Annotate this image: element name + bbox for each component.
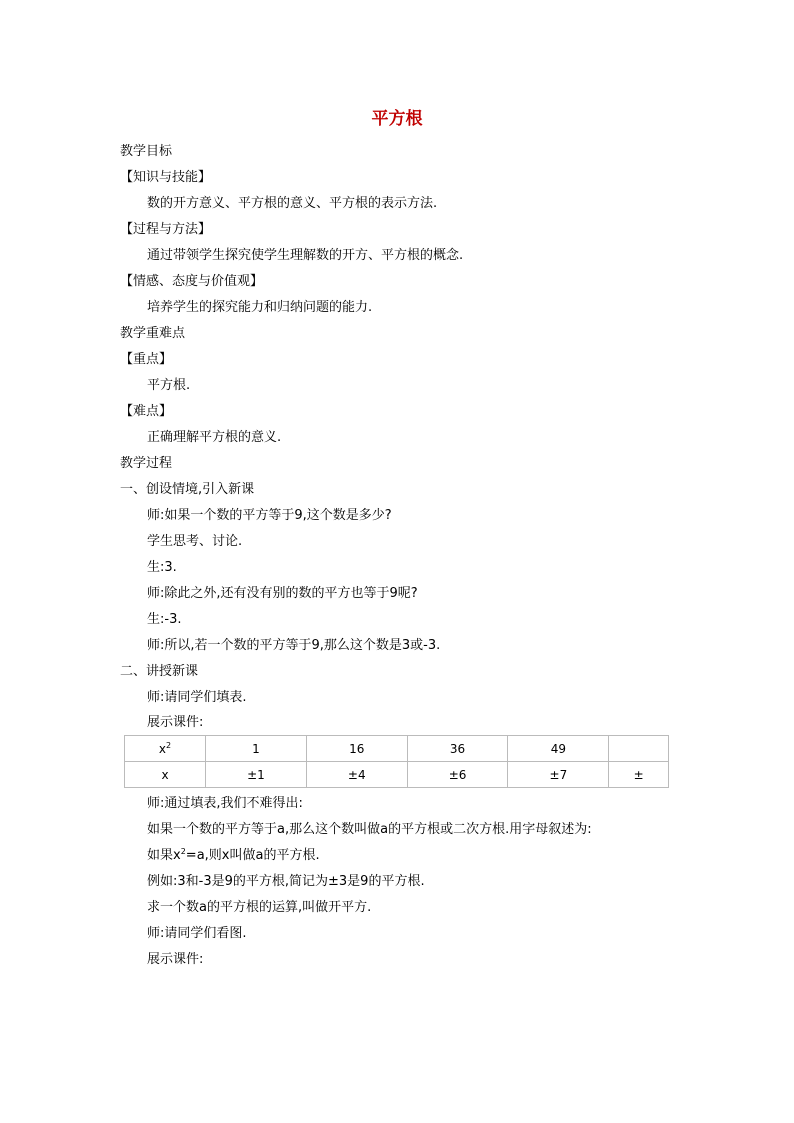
- body-text: 师:所以,若一个数的平方等于9,那么这个数是3或-3.: [147, 638, 441, 653]
- table-cell: ±6: [407, 762, 508, 788]
- subsection-heading: 二、讲授新课: [120, 664, 199, 679]
- table-cell: 16: [306, 736, 407, 762]
- bracket-heading-difficulty: 【难点】: [120, 404, 173, 419]
- table-cell: 1: [206, 736, 307, 762]
- body-text: 如果一个数的平方等于a,那么这个数叫做a的平方根或二次方根.用字母叙述为:: [147, 822, 592, 837]
- table-row: [125, 762, 669, 788]
- body-text: 正确理解平方根的意义.: [147, 430, 282, 445]
- bracket-heading-attitude: 【情感、态度与价值观】: [120, 274, 264, 289]
- body-text: 学生思考、讨论.: [147, 534, 243, 549]
- body-text: 平方根.: [147, 378, 191, 393]
- table-cell: ±7: [508, 762, 609, 788]
- body-text: 培养学生的探究能力和归纳问题的能力.: [147, 300, 373, 315]
- subsection-heading: 一、创设情境,引入新课: [120, 482, 255, 497]
- table-cell: ±1: [206, 762, 307, 788]
- table-row: [125, 736, 669, 762]
- bracket-heading-knowledge: 【知识与技能】: [120, 170, 212, 185]
- body-text: 师:通过填表,我们不难得出:: [147, 796, 303, 811]
- body-text: 展示课件:: [147, 952, 204, 967]
- section-heading-process: 教学过程: [120, 456, 173, 471]
- definition-line: 如果$x^2=a$,则x叫做a的平方根.: [147, 847, 320, 863]
- body-text: 求一个数a的平方根的运算,叫做开平方.: [147, 900, 372, 915]
- document-title: 平方根: [371, 109, 423, 129]
- square-fill-table: [124, 735, 669, 788]
- body-text: 数的开方意义、平方根的意义、平方根的表示方法.: [147, 196, 438, 211]
- body-text: 生:3.: [147, 560, 177, 575]
- body-text: 师:如果一个数的平方等于9,这个数是多少?: [147, 508, 392, 523]
- bracket-heading-process: 【过程与方法】: [120, 222, 212, 237]
- table-cell: [609, 736, 669, 762]
- table-cell: ±4: [306, 762, 407, 788]
- body-text: 展示课件:: [147, 715, 204, 730]
- bracket-heading-focus: 【重点】: [120, 352, 173, 367]
- body-text: 师:请同学们填表.: [147, 690, 247, 705]
- body-text: 师:请同学们看图.: [147, 926, 247, 941]
- body-text: 通过带领学生探究使学生理解数的开方、平方根的概念.: [147, 248, 464, 263]
- section-heading-keypoints: 教学重难点: [120, 326, 186, 341]
- table-cell: 36: [407, 736, 508, 762]
- section-heading-objectives: 教学目标: [120, 144, 173, 159]
- table-cell: 49: [508, 736, 609, 762]
- body-text: 师:除此之外,还有没有别的数的平方也等于9呢?: [147, 586, 418, 601]
- body-text: 生:-3.: [147, 612, 182, 627]
- table-cell: ±: [609, 762, 669, 788]
- table-cell: $x^2$: [125, 736, 206, 762]
- table-cell: x: [125, 762, 206, 788]
- body-text: 例如:3和-3是9的平方根,简记为±3是9的平方根.: [147, 874, 425, 889]
